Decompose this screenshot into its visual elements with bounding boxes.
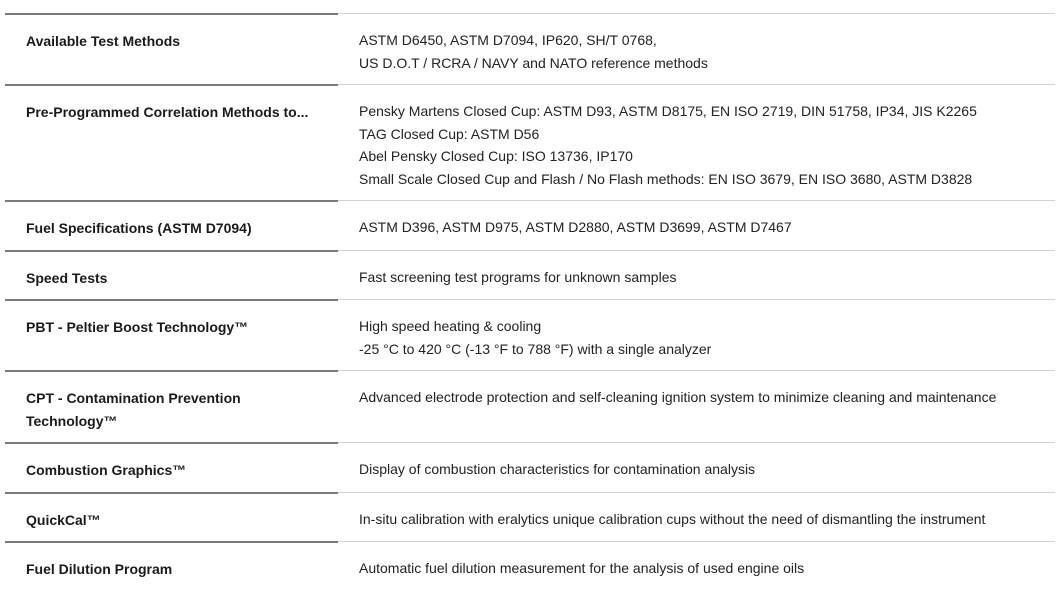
- spec-value-line: Automatic fuel dilution measurement for the analysis of used engine oils: [359, 560, 805, 576]
- spec-row-available-test-methods: [5, 13, 1055, 84]
- spec-value-line: Small Scale Closed Cup and Flash / No Flash methods: EN ISO 3679, EN ISO 3680, ASTM D3828: [359, 170, 973, 187]
- spec-row-fuel-specifications: [5, 200, 1055, 250]
- spec-row-fuel-dilution: [5, 541, 1055, 591]
- spec-value-line: Pensky Martens Closed Cup: ASTM D93, ASTM D8175, EN ISO 2719, DIN 51758, IP34, JIS K2265: [359, 103, 977, 119]
- spec-value-line: ASTM D6450, ASTM D7094, IP620, SH/T 0768,: [359, 32, 657, 48]
- spec-value: [338, 371, 1055, 419]
- spec-value-line: Advanced electrode protection and self-cleaning ignition system to minimize cleaning and maintenance: [359, 389, 997, 405]
- spec-value-line: ASTM D396, ASTM D975, ASTM D2880, ASTM D3699, ASTM D7467: [359, 219, 792, 235]
- spec-label: QuickCal™: [26, 511, 101, 528]
- spec-value-line: TAG Closed Cup: ASTM D56: [359, 125, 540, 142]
- spec-label: Fuel Specifications (ASTM D7094): [26, 220, 252, 236]
- spec-value-line: High speed heating & cooling: [359, 318, 542, 334]
- spec-table: [5, 13, 1055, 591]
- spec-label: Combustion Graphics™: [26, 462, 187, 478]
- spec-row-correlation-methods: [5, 84, 1055, 200]
- spec-value-line: US D.O.T / RCRA / NAVY and NATO reference methods: [359, 54, 708, 71]
- spec-label: Available Test Methods: [26, 33, 181, 49]
- spec-value-line: -25 °C to 420 °C (-13 °F to 788 °F) with a single analyzer: [359, 340, 712, 357]
- spec-label: Fuel Dilution Program: [26, 561, 173, 577]
- spec-value: [338, 85, 1055, 200]
- spec-label: CPT - Contamination Prevention Technology™: [26, 390, 241, 429]
- spec-value: [338, 300, 1055, 370]
- spec-value: [338, 14, 1055, 84]
- spec-label: Pre-Programmed Correlation Methods to...: [26, 104, 309, 120]
- spec-row-speed-tests: [5, 250, 1055, 300]
- spec-row-cpt: [5, 370, 1055, 442]
- spec-value-line: Fast screening test programs for unknown samples: [359, 268, 677, 285]
- spec-value: [338, 493, 1055, 541]
- spec-value-line: Abel Pensky Closed Cup: ISO 13736, IP170: [359, 148, 633, 164]
- spec-row-quickcal: [5, 492, 1055, 542]
- spec-value: [338, 251, 1055, 299]
- spec-value: [338, 542, 1055, 590]
- spec-value: [338, 201, 1055, 249]
- spec-label: PBT - Peltier Boost Technology™: [26, 319, 249, 335]
- spec-row-combustion-graphics: [5, 442, 1055, 492]
- spec-value-line: In-situ calibration with eralytics unique calibration cups without the need of dismantling the instrument: [359, 510, 986, 527]
- spec-value: [338, 443, 1055, 491]
- spec-label: Speed Tests: [26, 269, 108, 286]
- spec-value-line: Display of combustion characteristics for contamination analysis: [359, 461, 756, 477]
- spec-row-pbt: [5, 299, 1055, 370]
